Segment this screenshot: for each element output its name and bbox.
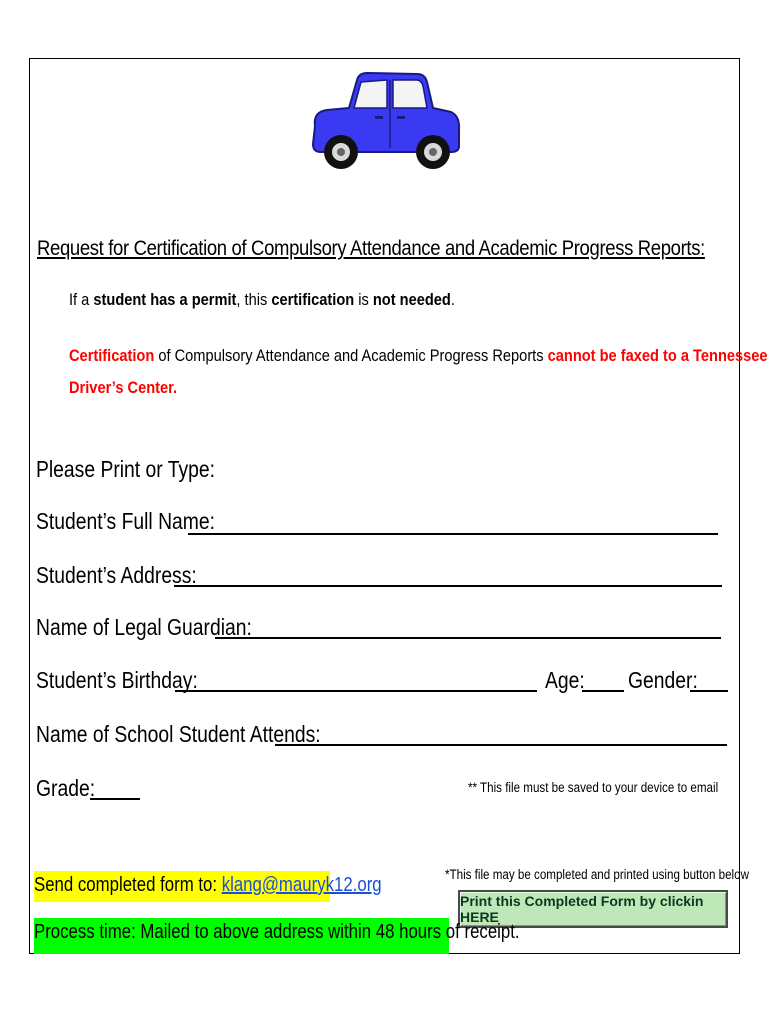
age-label: Age:: [545, 667, 585, 693]
form-border: [29, 58, 740, 954]
gender-label: Gender:: [628, 667, 698, 693]
permit-note: If a student has a permit, this certification is not needed.: [69, 290, 455, 309]
guardian-field[interactable]: [215, 637, 721, 639]
process-time-text: Process time: Mailed to above address within 48 hours of receipt.: [34, 921, 520, 943]
print-note: *This file may be completed and printed using button below: [445, 867, 749, 882]
grade-label: Grade:: [36, 775, 96, 801]
process-time-line: [34, 918, 520, 954]
birthday-label: Student’s Birthday:: [36, 667, 198, 693]
fax-warning: Certification of Compulsory Attendance and Academic Progress Reports cannot be faxed to a Tennessee Driver’s Center.: [69, 346, 768, 397]
guardian-label: Name of Legal Guardian:: [36, 614, 252, 640]
gender-field[interactable]: [690, 690, 728, 692]
print-form-button[interactable]: Print this Completed Form by clickin HERE: [458, 890, 728, 928]
email-link[interactable]: klang@mauryk12.org: [221, 874, 382, 896]
form-title: Request for Certification of Compulsory Attendance and Academic Progress Reports:: [37, 236, 705, 260]
address-label: Student’s Address:: [36, 562, 197, 588]
save-note: ** This file must be saved to your device to email: [468, 780, 719, 795]
full-name-label: Student’s Full Name:: [36, 508, 215, 534]
full-name-field[interactable]: [188, 533, 718, 535]
age-field[interactable]: [582, 690, 624, 692]
car-icon: [305, 66, 465, 178]
grade-field[interactable]: [90, 798, 140, 800]
print-or-type-heading: Please Print or Type:: [36, 456, 215, 482]
send-to-line: Send completed form to: klang@mauryk12.org: [34, 871, 330, 902]
school-label: Name of School Student Attends:: [36, 721, 321, 747]
school-field[interactable]: [275, 744, 727, 746]
address-field[interactable]: [174, 585, 722, 587]
birthday-field[interactable]: [175, 690, 537, 692]
